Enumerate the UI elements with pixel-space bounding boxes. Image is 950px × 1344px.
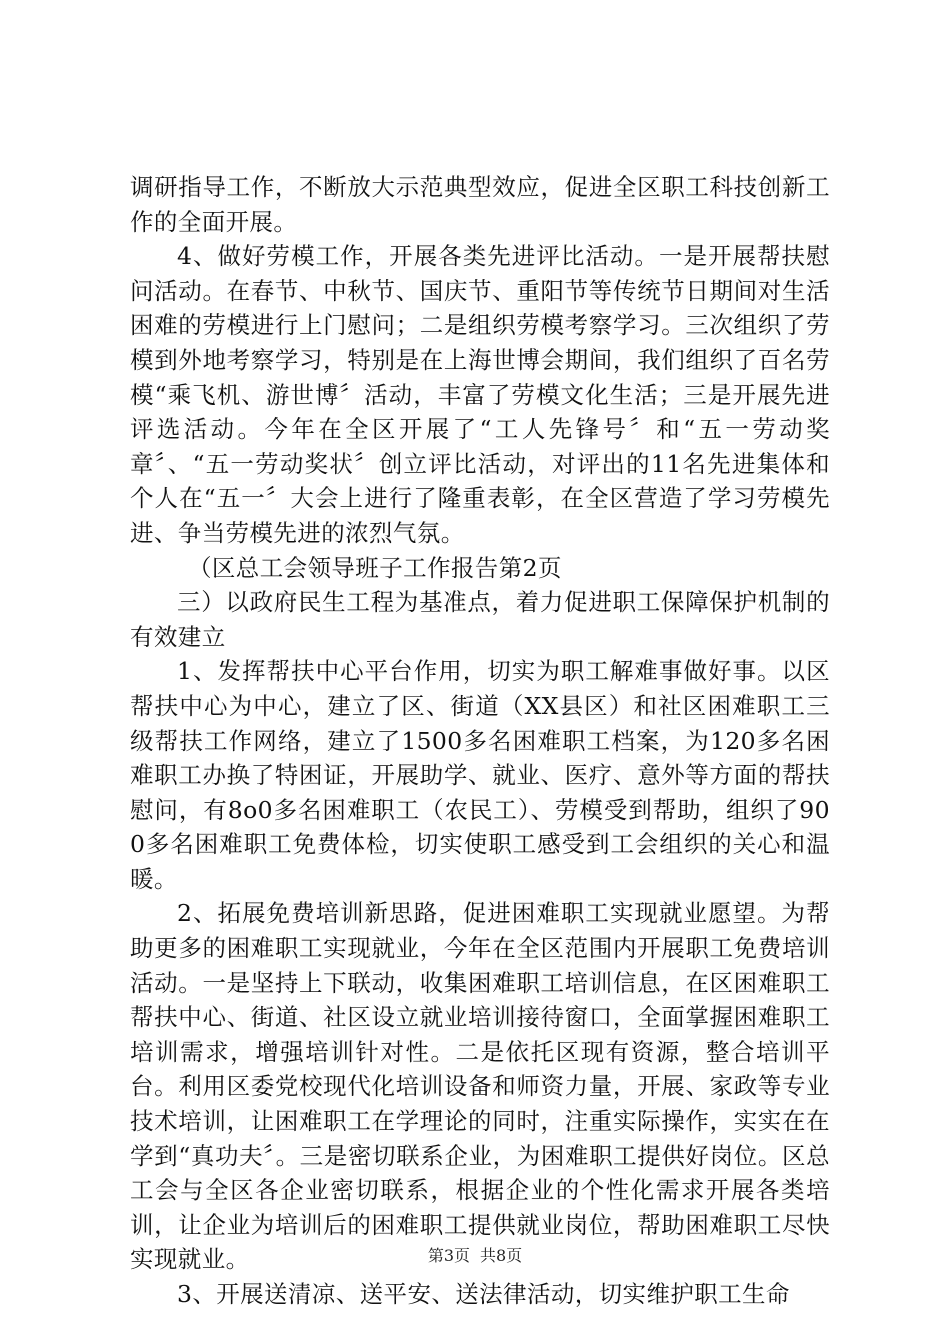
paragraph-page-header-note: （区总工会领导班子工作报告第2页 (188, 553, 562, 582)
paragraph-assistance-center: 1、发挥帮扶中心平台作用，切实为职工解难事做好事。以区帮扶中心为中心，建立了区、街道（XX县区）和社区困难职工三级帮扶工作网络，建立了1500多名困难职工档案，为120多名困难职工办换了特困证，开展助学、就业、医疗、意外等方面的帮扶慰问，有8o0多名困难职工（农民工）、劳模受到帮助，组织了900多名困难职工免费体检，切实使职工感受到工会组织的关心和温暖。 (130, 657, 830, 893)
section-heading-three: 三）以政府民生工程为基准点，着力促进职工保障保护机制的有效建立 (130, 588, 830, 651)
paragraph-free-training: 2、拓展免费培训新思路，促进困难职工实现就业愿望。为帮助更多的困难职工实现就业，今年在全区范围内开展职工免费培训活动。一是坚持上下联动，收集困难职工培训信息，在区困难职工帮扶中心、街道、社区设立就业培训接待窗口，全面掌握困难职工培训需求，增强培训针对性。二是依托区现有资源，整合培训平台。利用区委党校现代化培训设备和师资力量，开展、家政等专业技术培训，让困难职工在学理论的同时，注重实际操作，实实在在学到“真功夫〞。三是密切联系企业，为困难职工提供好岗位。区总工会与全区各企业密切联系，根据企业的个性化需求开展各类培训，让企业为培训后的困难职工提供就业岗位，帮助困难职工尽快实现就业。 (130, 899, 830, 1274)
page-footer (0, 1245, 950, 1267)
paragraph-continuation: 调研指导工作，不断放大示范典型效应，促进全区职工科技创新工作的全面开展。 (130, 173, 830, 236)
page-number-current: 第3页 (427, 1246, 470, 1265)
page-number-total: 共8页 (480, 1246, 523, 1265)
document-body (130, 170, 830, 1312)
paragraph-model-workers: 4、做好劳模工作，开展各类先进评比活动。一是开展帮扶慰问活动。在春节、中秋节、国庆节、重阳节等传统节日期间对生活困难的劳模进行上门慰问；二是组织劳模考察学习。三次组织了劳模到外地考察学习，特别是在上海世博会期间，我们组织了百名劳模“乘飞机、游世博〞活动，丰富了劳模文化生活；三是开展先进评选活动。今年在全区开展了“工人先锋号〞和“五一劳动奖章〞、“五一劳动奖状〞创立评比活动，对评出的11名先进集体和个人在“五一〞大会上进行了隆重表彰，在全区营造了学习劳模先进、争当劳模先进的浓烈气氛。 (130, 242, 830, 547)
paragraph-send-activities: 3、开展送清凉、送平安、送法律活动，切实维护职工生命 (177, 1280, 790, 1308)
